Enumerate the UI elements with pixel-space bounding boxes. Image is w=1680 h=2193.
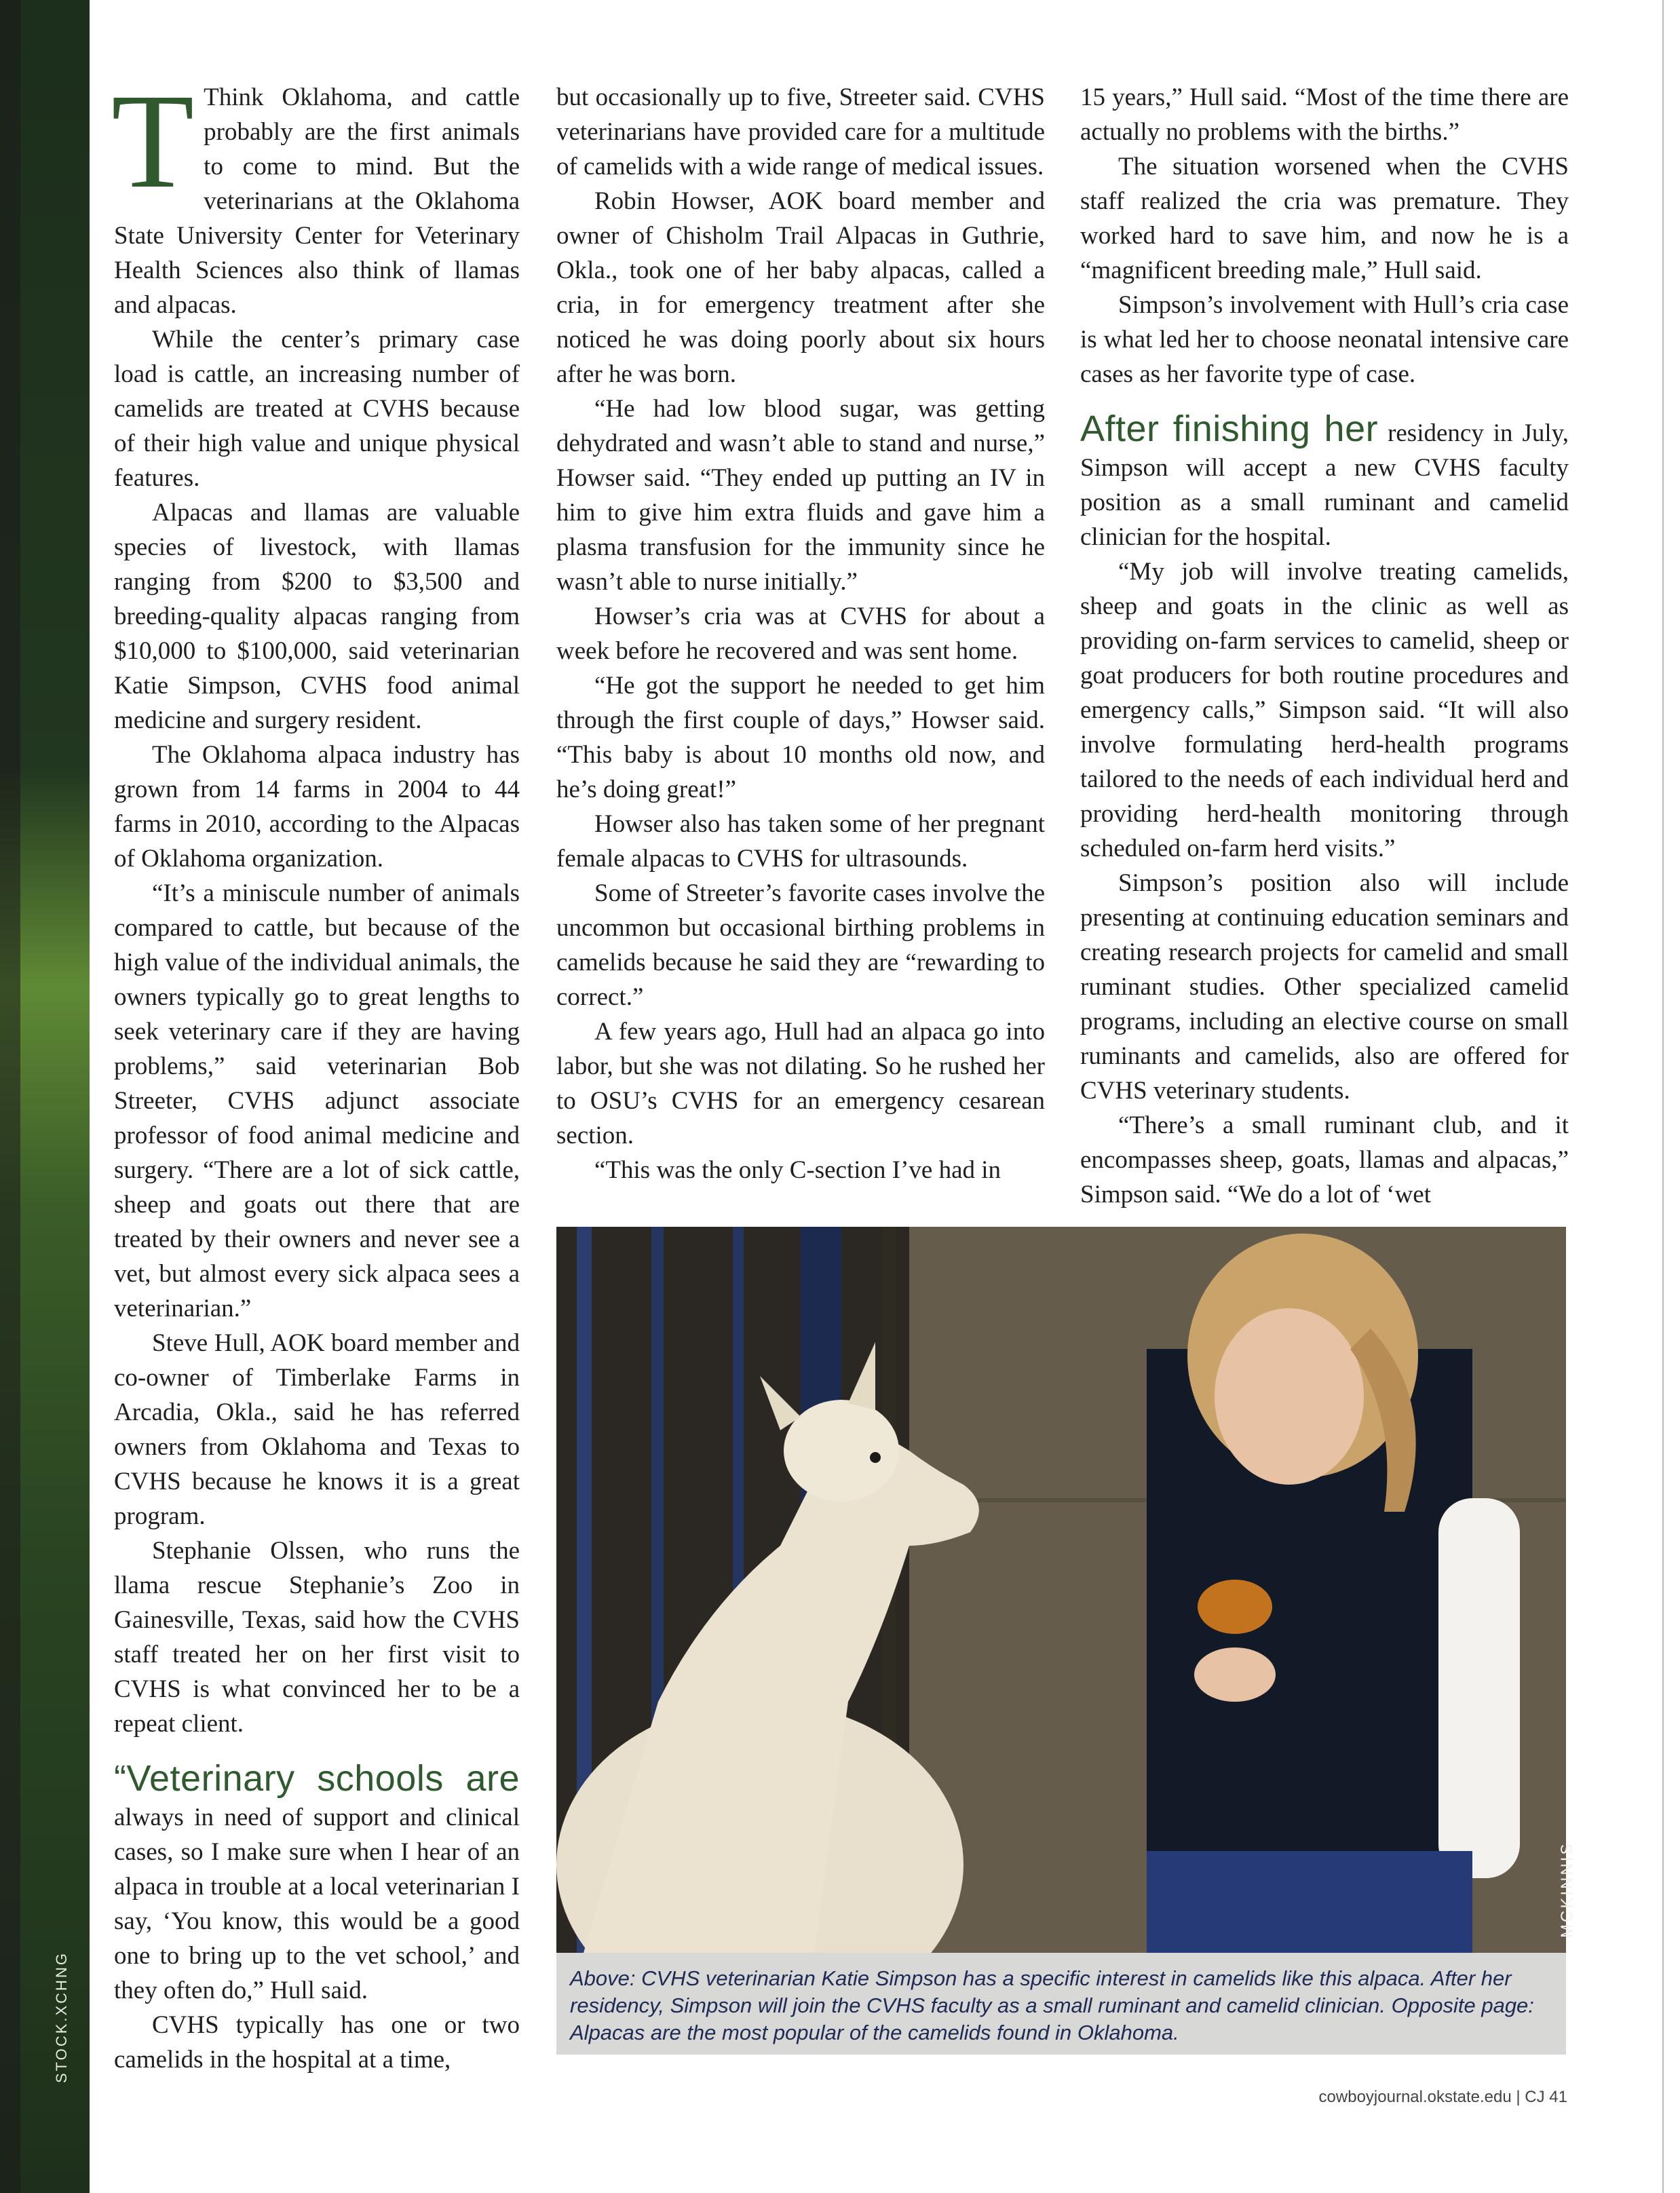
page-edge-line <box>1662 0 1664 2193</box>
paragraph: Robin Howser, AOK board member and owner of Chisholm Trail Alpacas in Guthrie, Okla., took one of her baby alpacas, called a cria, in for emergency treatment after she noticed he was doing poorly about six hours after he was born. <box>556 187 1045 388</box>
section-lead-in: After finishing her <box>1080 408 1379 449</box>
paragraph <box>114 1758 520 2008</box>
paragraph: Simpson’s involvement with Hull’s cria case is what led her to choose neonatal intensive care cases as her favorite type of case. <box>1080 291 1569 388</box>
page-footer: cowboyjournal.okstate.edu | CJ 41 <box>1318 2088 1567 2106</box>
paragraph: Simpson’s position also will include presenting at continuing education seminars and creating research projects for camelid and small ruminant studies. Other specialized camelid programs, including an elective course on small ruminants and camelids, also are offered for CVHS veterinary students. <box>1080 869 1569 1105</box>
paragraph: “My job will involve treating camelids, sheep and goats in the clinic as well as providing on-farm services to camelid, sheep or goat producers for both routine procedures and emergency calls,” Simpson said. “It will also involve formulating herd-health programs tailored to the needs of each individual herd and providing herd-health monitoring through scheduled on-farm herd visits.” <box>1080 558 1569 862</box>
paragraph: Steve Hull, AOK board member and co-owner of Timberlake Farms in Arcadia, Okla., said he has referred owners from Oklahoma and Texas to CVHS because he knows it is a great program. <box>114 1329 520 1530</box>
paragraph: Stephanie Olssen, who runs the llama rescue Stephanie’s Zoo in Gainesville, Texas, said how the CVHS staff treated her on her first visit to CVHS is what convinced her to be a repeat client. <box>114 1537 520 1738</box>
paragraph <box>1080 408 1569 554</box>
strip-photo-credit: STOCK.XCHNG <box>53 1951 70 2083</box>
alpaca-photo <box>556 1227 1566 1953</box>
paragraph: 15 years,” Hull said. “Most of the time there are actually no problems with the births.” <box>1080 83 1569 146</box>
paragraph: Howser’s cria was at CVHS for about a week before he recovered and was sent home. <box>556 603 1045 665</box>
paragraph: Some of Streeter’s favorite cases involve the uncommon but occasional birthing problems in camelids because he said they are “rewarding to correct.” <box>556 879 1045 1011</box>
section-lead-in: “Veterinary schools are <box>114 1758 520 1799</box>
paragraph-text: always in need of support and clinical cases, so I make sure when I hear of an alpaca in trouble at a local veterinarian I say, ‘You know, this would be a good one to bring up to the vet school,’ and they often do,” Hull said. <box>114 1804 520 2004</box>
paragraph: Alpacas and llamas are valuable species of livestock, with llamas ranging from $200 to $3,500 and breeding-quality alpacas ranging from $10,000 to $100,000, said veterinarian Katie Simpson, CVHS food animal medicine and surgery resident. <box>114 499 520 734</box>
paragraph-text: residency in July, Simpson will accept a new CVHS faculty position as a small ruminant and camelid clinician for the hospital. <box>1080 419 1569 551</box>
paragraph: While the center’s primary case load is cattle, an increasing number of camelids are treated at CVHS because of their high value and unique physical features. <box>114 326 520 492</box>
article-column-2 <box>556 80 1045 1187</box>
paragraph: “He got the support he needed to get him through the first couple of days,” Howser said. “This baby is about 10 months old now, and he’s doing great!” <box>556 672 1045 803</box>
alpaca-photo-illustration <box>556 1227 1566 1953</box>
paragraph: CVHS typically has one or two camelids in the hospital at a time, <box>114 2011 520 2074</box>
paragraph: “There’s a small ruminant club, and it encompasses sheep, goats, llamas and alpacas,” Simpson said. “We do a lot of ‘wet <box>1080 1111 1569 1208</box>
article-column-1 <box>111 66 520 2077</box>
paragraph: Howser also has taken some of her pregnant female alpacas to CVHS for ultrasounds. <box>556 810 1045 873</box>
paragraph-text: Think Oklahoma, and cattle probably are the first animals to come to mind. But the veterinarians at the Oklahoma State University Center for Veterinary Health Sciences also think of llamas and alpacas. <box>114 83 520 319</box>
paragraph: “He had low blood sugar, was getting dehydrated and wasn’t able to stand and nurse,” Howser said. “They ended up putting an IV in him to give him extra fluids and gave him a plasma transfusion for the immunity since he wasn’t able to nurse initially.” <box>556 395 1045 596</box>
paragraph: The Oklahoma alpaca industry has grown from 14 farms in 2004 to 44 farms in 2010, according to the Alpacas of Oklahoma organization. <box>114 741 520 873</box>
drop-cap: T <box>111 66 195 216</box>
paragraph: The situation worsened when the CVHS staff realized the cria was premature. They worked hard to save him, and now he is a “magnificent breeding male,” Hull said. <box>1080 153 1569 284</box>
paragraph: but occasionally up to five, Streeter said. CVHS veterinarians have provided care for a multitude of camelids with a wide range of medical issues. <box>556 83 1045 180</box>
page-binding-shadow <box>0 0 20 2193</box>
paragraph <box>111 66 520 322</box>
photo-credit: MCKINNIS <box>1558 1842 1576 1938</box>
paragraph: “This was the only C-section I’ve had in <box>594 1156 1001 1184</box>
article-column-3 <box>1080 80 1569 1212</box>
paragraph: A few years ago, Hull had an alpaca go into labor, but she was not dilating. So he rushed her to OSU’s CVHS for an emergency cesarean section. <box>556 1018 1045 1149</box>
photo-caption: Above: CVHS veterinarian Katie Simpson has a specific interest in camelids like this alpaca. After her residency, Simpson will join the CVHS faculty as a small ruminant and camelid clinician. Opposite page: Alpacas are the most popular of the camelids found in Oklahoma. <box>556 1953 1566 2055</box>
paragraph: “It’s a miniscule number of animals compared to cattle, but because of the high value of the individual animals, the owners typically go to great lengths to seek veterinary care if they are having problems,” said veterinarian Bob Streeter, CVHS adjunct associate professor of food animal medicine and surgery. “There are a lot of sick cattle, sheep and goats out there that are treated by their owners and never see a vet, but almost every sick alpaca sees a veterinarian.” <box>114 879 520 1322</box>
